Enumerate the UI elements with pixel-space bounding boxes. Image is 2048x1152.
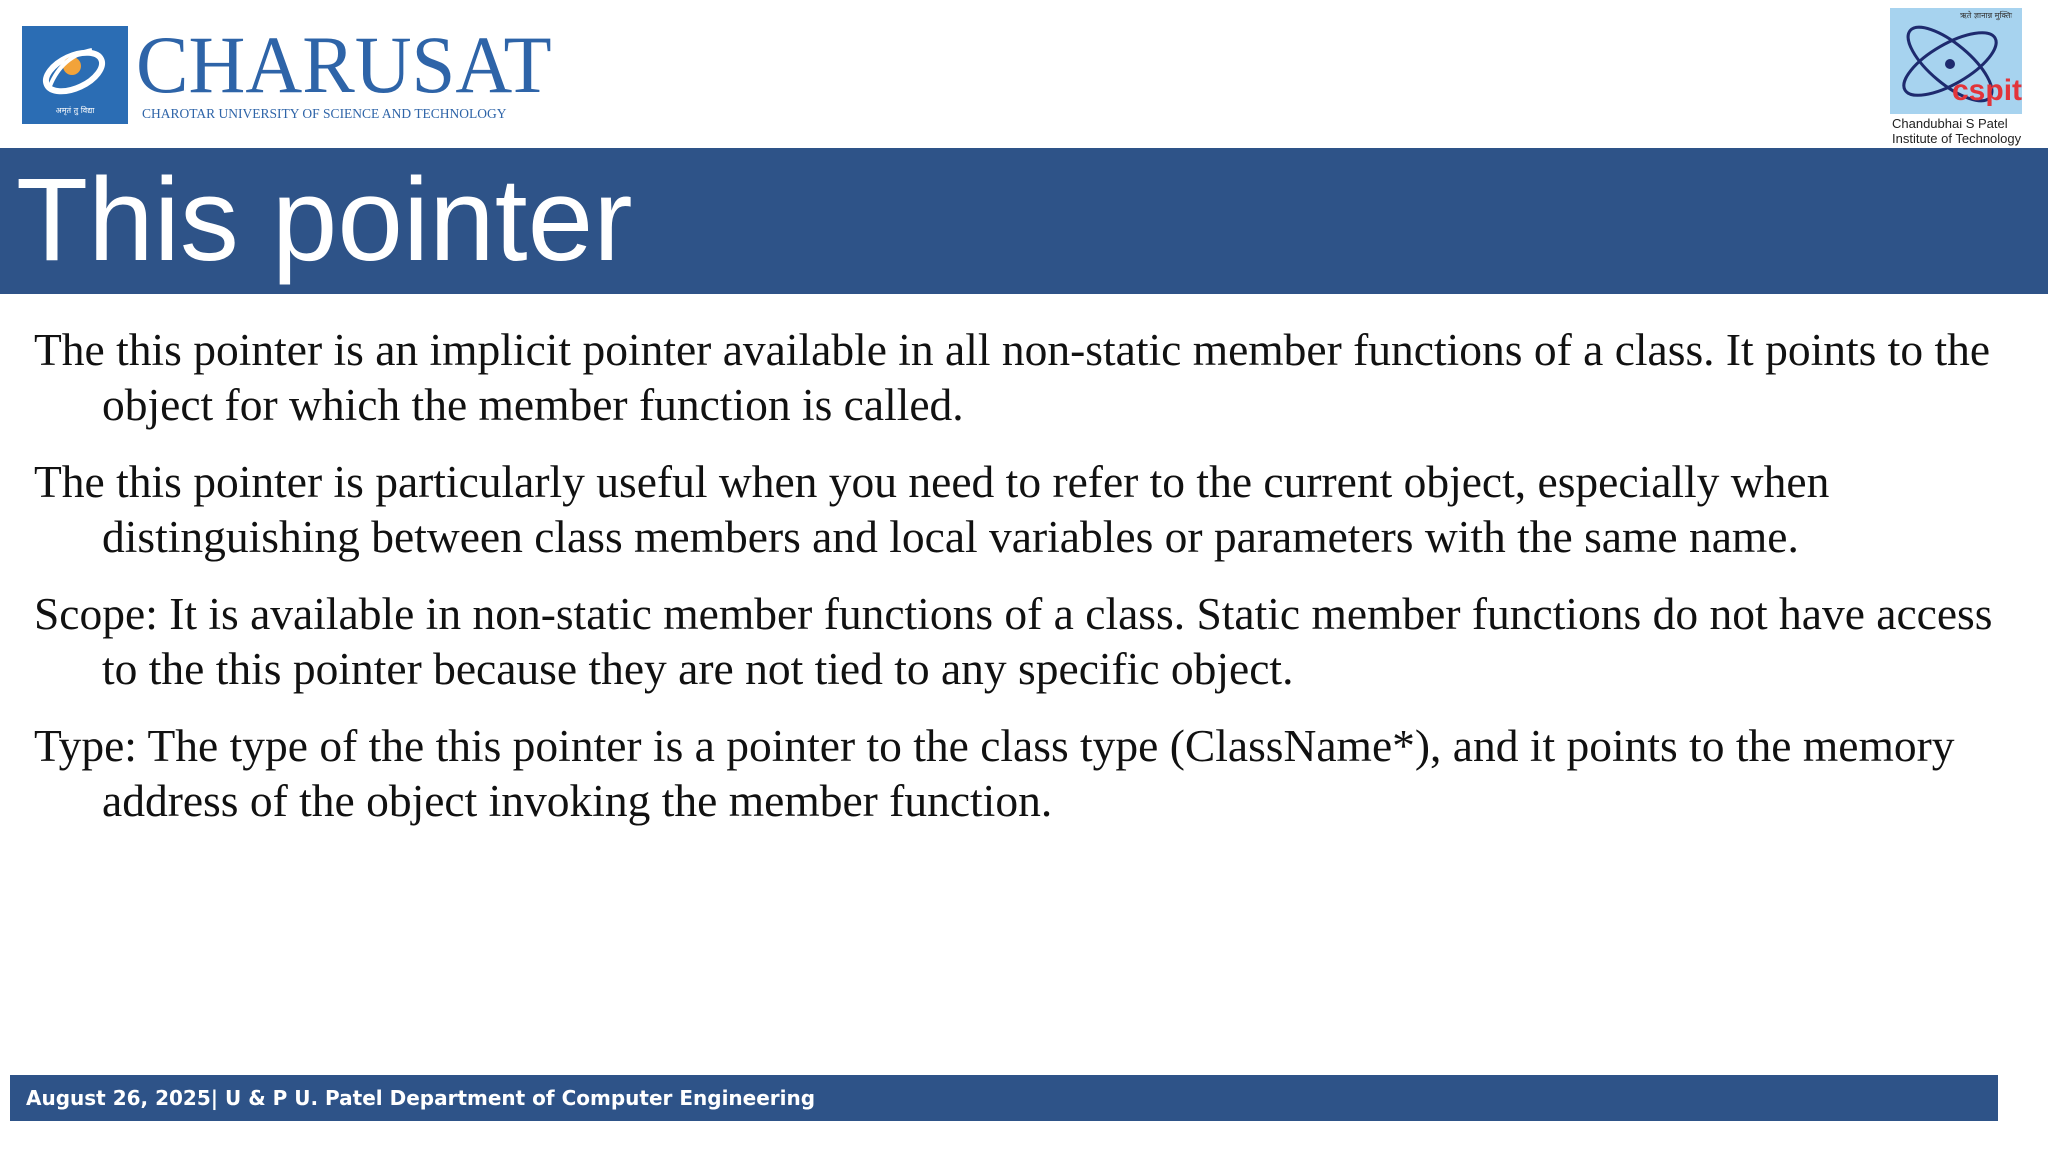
title-band xyxy=(0,148,2048,294)
institute-name-line1: Chandubhai S Patel xyxy=(1892,116,2008,131)
paragraph: The this pointer is an implicit pointer available in all non-static member functions of a class. It points to the object for which the member function is called. xyxy=(34,324,1991,430)
institute-name-line2: Institute of Technology xyxy=(1892,131,2022,146)
charusat-logo xyxy=(22,19,552,126)
charusat-motto: अमृतं तु विद्या xyxy=(55,106,95,115)
footer-bar xyxy=(10,1075,1998,1121)
slide-content xyxy=(34,322,2024,850)
cspit-wordmark: cspit xyxy=(1952,74,2023,107)
cspit-motto: ऋते ज्ञानान्न मुक्तिः xyxy=(1959,11,2012,20)
slide-title: This pointer xyxy=(16,154,633,286)
paragraph: The this pointer is particularly useful when you need to refer to the current object, especially when distinguishing between class members and local variables or parameters with the same name. xyxy=(34,456,1830,562)
institute-name xyxy=(1892,116,2021,146)
cspit-emblem-icon xyxy=(1890,8,2022,114)
university-full-name: CHAROTAR UNIVERSITY OF SCIENCE AND TECHNOLOGY xyxy=(142,106,507,121)
paragraph: Scope: It is available in non-static member functions of a class. Static member functions do not have access to the this pointer because they are not tied to any specific object. xyxy=(34,588,1993,694)
charusat-emblem-icon xyxy=(22,26,128,124)
university-name: CHARUSAT xyxy=(136,19,552,110)
footer-text: August 26, 2025| U & P U. Patel Department of Computer Engineering xyxy=(26,1086,816,1110)
paragraph: Type: The type of the this pointer is a pointer to the class type (ClassName*), and it points to the memory address of the object invoking the member function. xyxy=(34,720,1955,826)
cspit-logo xyxy=(1890,8,2040,146)
